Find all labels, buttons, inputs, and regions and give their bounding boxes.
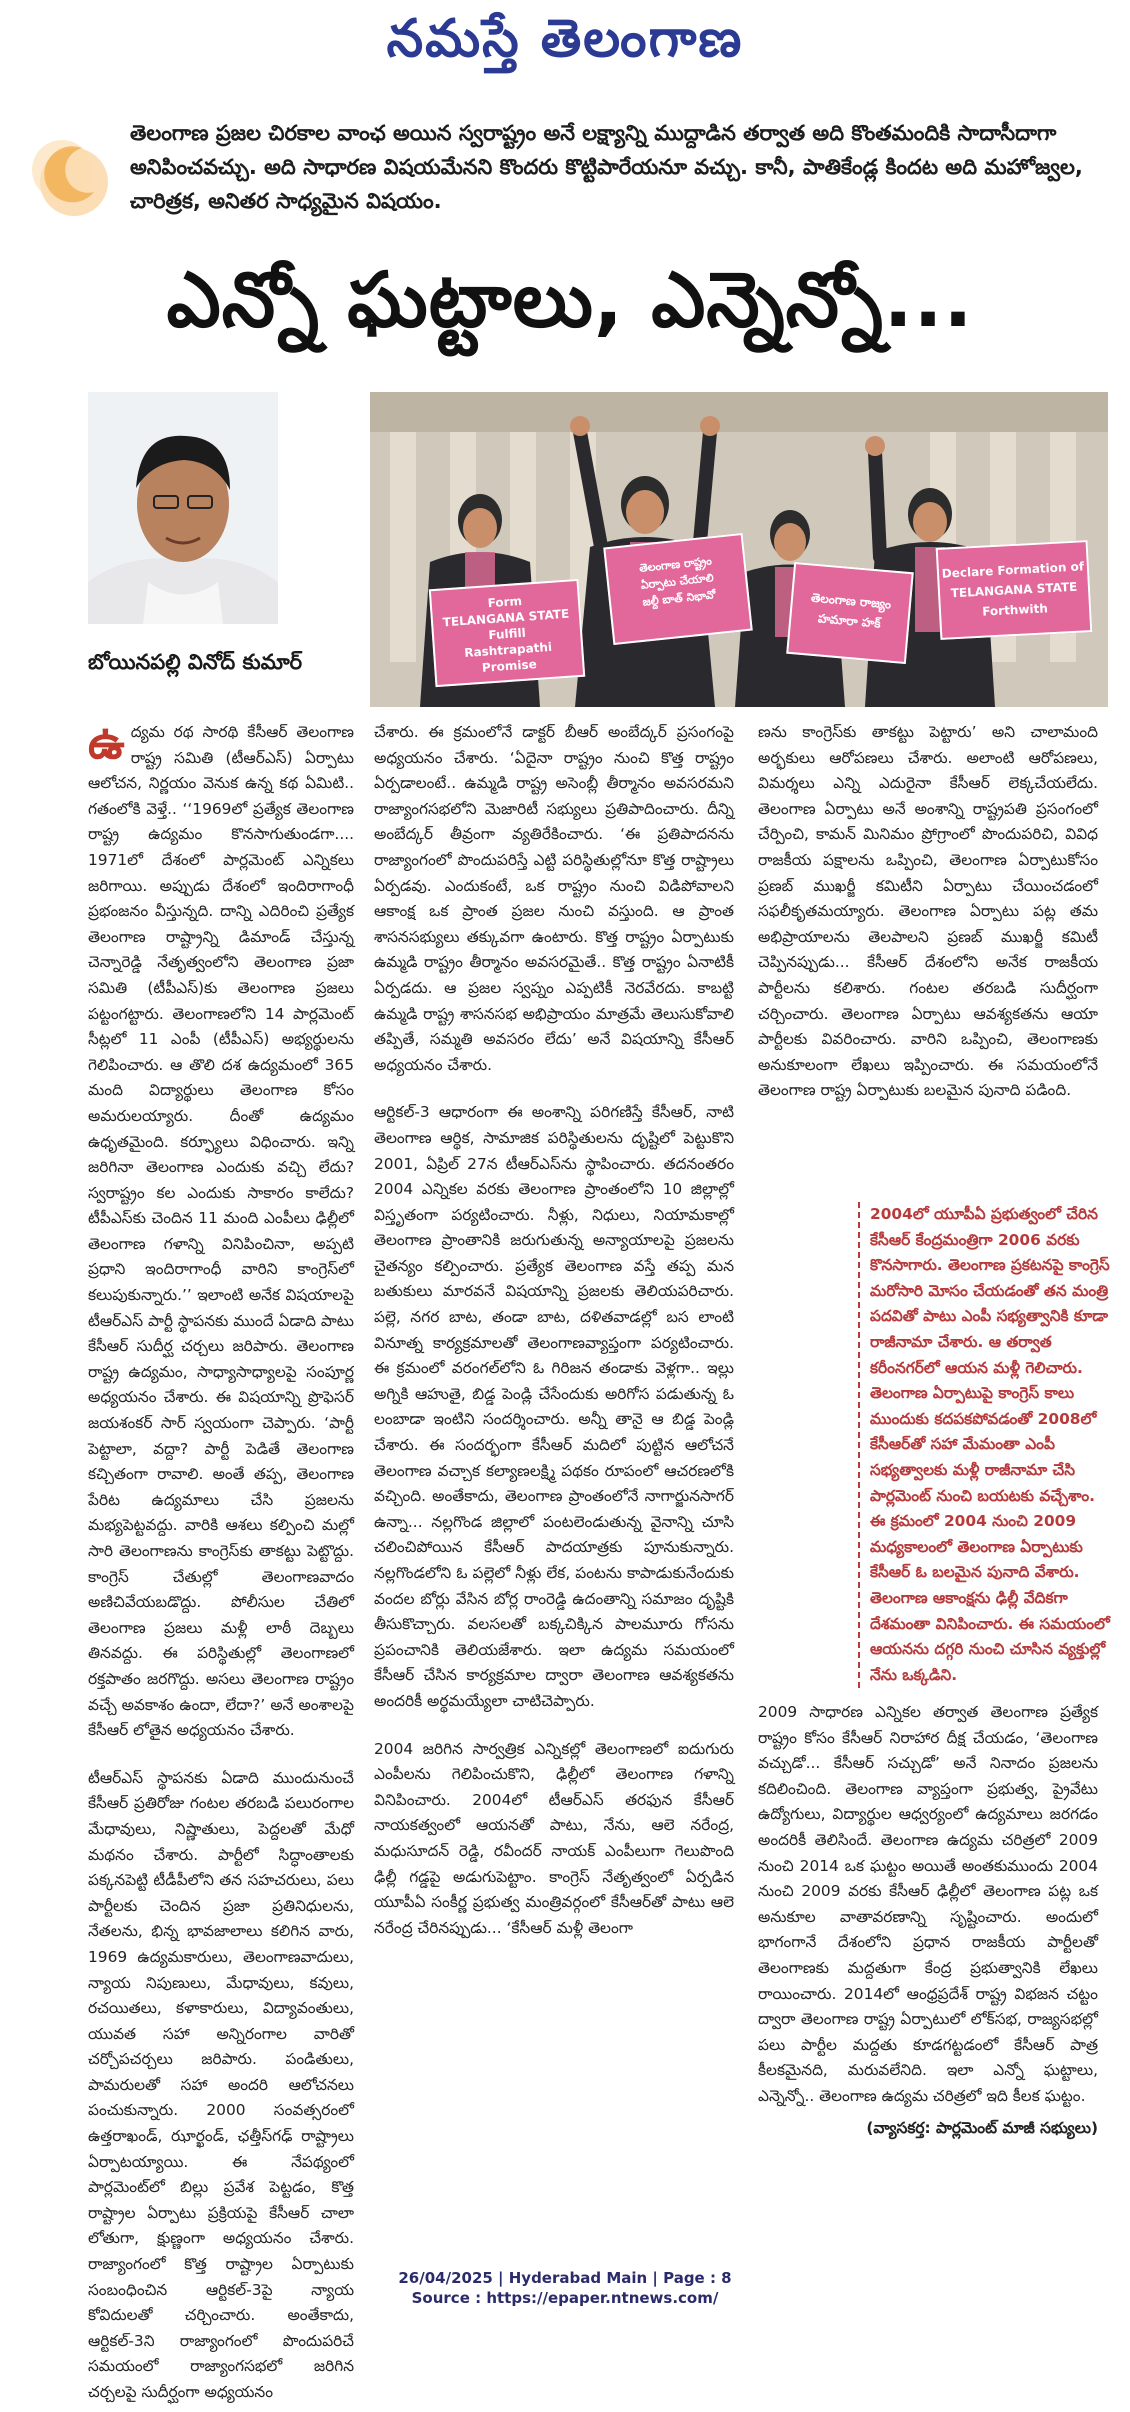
article-paragraph: చేశారు. ఈ క్రమంలోనే డాక్టర్ బీఆర్ అంబేద్కర్ ప్రసంగంపై అధ్యయనం చేశారు. ‘ఏదైనా రాష్ట్రం నుంచి కొత్త రాష్ట్రం ఏర్పడాలంటే.. ఉమ్మడి రాష్ట్ర అసెంబ్లీ తీర్మానం అవసరమని రాజ్యాంగసభలోని మెజారిటీ సభ్యులు ప్రతిపాదించారు. దీన్ని అంబేద్కర్ తీవ్రంగా వ్యతిరేకించారు. ‘ఈ ప్రతిపాదనను రాజ్యాంగంలో పొందుపరిస్తే ఎట్టి పరిస్థితుల్లోనూ కొత్త రాష్ట్రాలు ఏర్పడవు. ఎందుకంటే, ఒక రాష్ట్రం నుంచి విడిపోవాలని ఆకాంక్ష ఒక ప్రాంత ప్రజల నుంచి వస్తుంది. ఆ ప్రాంత శాసనసభ్యులు తక్కువగా ఉంటారు. కొత్త రాష్ట్రం ఏర్పాటుకు ఉమ్మడి రాష్ట్రం తీర్మానం అవసరమైతే.. కొత్త రాష్ట్రం ఏనాటికీ ఏర్పడదు. ఆ ప్రజల స్వప్నం ఎప్పటికీ నెరవేరదు. కాబట్టి ఉమ్మడి రాష్ట్ర శాసనసభ అభిప్రాయం మాత్రమే తెలుసుకోవాలి తప్పితే, సమ్మతి అవసరం లేదు’ అనే విషయాన్ని కేసీఆర్ అధ్యయనం చేశారు. [374, 723, 734, 1074]
placard-4: Declare Formation of TELANGANA STATE Forthwith [936, 540, 1093, 640]
article-paragraph: ఆర్టికల్-3 ఆధారంగా ఈ అంశాన్ని పరిగణిస్తే కేసీఆర్, నాటి తెలంగాణ ఆర్థిక, సామాజిక పరిస్థితులను దృష్టిలో పెట్టుకొని 2001, ఏప్రిల్ 27న టీఆర్ఎస్‌ను స్థాపించారు. తదనంతరం 2004 ఎన్నికల వరకు తెలంగాణ ప్రాంతంలోని 10 జిల్లాల్లో విస్తృతంగా పర్యటించారు. నీళ్లు, నిధులు, నియామకాల్లో తెలంగాణ ప్రాంతానికి జరుగుతున్న అన్యాయాలపై ప్రజలను చైతన్యం కల్పించారు. ప్రత్యేక తెలంగాణ వస్తే తప్ప మన బతుకులు మారవనే విషయాన్ని ప్రజలకు తెలియపరిచారు. పల్లె, నగర బాట, తండా బాట, దళితవాడల్లో బస లాంటి వినూత్న కార్యక్రమాలతో తెలంగాణవ్యాప్తంగా పర్యటించారు. ఈ క్రమంలో వరంగల్‌లోని ఓ గిరిజన తండాకు వెళ్లగా.. ఇల్లు అగ్నికి ఆహుతై, బిడ్డ పెండ్లి చేసేందుకు అరిగోస పడుతున్న ఓ లంబాడా ఇంటిని సందర్శించారు. అన్నీ తానై ఆ బిడ్డ పెండ్లి చేశారు. ఈ సందర్భంగా కేసీఆర్ మదిలో పుట్టిన ఆలోచనే తెలంగాణ వచ్చాక కల్యాణలక్ష్మి పథకం రూపంలో ఆచరణలోకి వచ్చింది. అంతేకాదు, తెలంగాణ ప్రాంతంలోనే నాగార్జునసాగర్ ఉన్నా... నల్లగొండ జిల్లాలో పంటలెండుతున్న వైనాన్ని చూసి చలించిపోయిన కేసీఆర్ పాదయాత్రకు పూనుకున్నారు. నల్లగొండలోని ఓ పల్లెలో నీళ్లు లేక, పంటను కాపాడుకునేందుకు వందల బోర్లు వేసిన బోర్ల రాంరెడ్డి ఉదంతాన్ని సమాజం దృష్టికి తీసుకొచ్చారు. వలసలతో బక్కచిక్కిన పాలమూరు గోసను ప్రపంచానికి తెలియజేశారు. ఇలా ఉద్యమ సమయంలో కేసీఆర్ చేసిన కార్యక్రమాల ద్వారా తెలంగాణ ఆవశ్యకతను అందరికీ అర్థమయ్యేలా చాటిచెప్పారు. [374, 1103, 734, 1710]
headline: ఎన్నో ఘట్టాలు, ఎన్నెన్నో... [166, 255, 974, 344]
author-name: బోయినపల్లి వినోద్ కుమార్ [88, 650, 303, 674]
article-column-1 [88, 715, 354, 2412]
source-link[interactable]: Source : https://epaper.ntnews.com/ [411, 2289, 719, 2307]
article-column-3 [758, 720, 1098, 1110]
edition-info: 26/04/2025 | Hyderabad Main | Page : 8 [398, 2269, 732, 2287]
dropcap: ఉ [88, 715, 125, 769]
placard-2: తెలంగాణ రాష్ట్రం ఏర్పాటు చేయాలి జల్దీ బాత్ నిభావో [603, 533, 752, 645]
placard-3: తెలంగాణ రాజ్యం హమారా హక్ [786, 562, 914, 664]
masthead [0, 0, 1130, 78]
article-paragraph: 2004 జరిగిన సార్వత్రిక ఎన్నికల్లో తెలంగాణలో ఐదుగురు ఎంపీలను గెలిపించుకొని, ఢిల్లీలో తెలంగాణ గళాన్ని వినిపించారు. 2004లో టీఆర్ఎస్ తరఫున కేసీఆర్ నాయకత్వంలో ఆయనతో పాటు, నేను, ఆలె నరేంద్ర, మధుసూదన్ రెడ్డి, రవీందర్ నాయక్ ఎంపీలుగా గెలుపొంది ఢిల్లీ గడ్డపై అడుగుపెట్టాం. కాంగ్రెస్ నేతృత్వంలో ఏర్పడిన యూపీఏ సంకీర్ణ ప్రభుత్వ మంత్రివర్గంలో కేసీఆర్‌తో పాటు ఆలె నరేంద్ర చేరినప్పుడు... ‘కేసీఆర్ మళ్లీ తెలంగా [374, 1739, 734, 1937]
author-photo [88, 392, 278, 624]
page-footer [0, 2268, 1130, 2308]
protest-photo [370, 392, 1108, 707]
article-paragraph: టీఆర్ఎస్ స్థాపనకు ఏడాది ముందునుంచే కేసీఆర్ ప్రతిరోజు గంటల తరబడి పలురంగాల మేధావులు, నిష్ణాతులు, పెద్దలతో మేధో మథనం చేశారు. పార్టీలో సిద్ధాంతాలకు పక్కనపెట్టి టీడీపీలోని తన సహచరులు, పలు పార్టీలకు చెందిన ప్రజా ప్రతినిధులను, నేతలను, భిన్న భావజాలాలు కలిగిన వారు, 1969 ఉద్యమకారులు, తెలంగాణవాదులు, న్యాయ నిపుణులు, మేధావులు, కవులు, రచయితలు, కళాకారులు, విద్యావంతులు, యువత సహా అన్నిరంగాల వారితో చర్చోపచర్చలు జరిపారు. పండితులు, పామరులతో సహా అందరి ఆలోచనలు పంచుకున్నారు. 2000 సంవత్సరంలో ఉత్తరాఖండ్, ఝార్ఖండ్, ఛత్తీస్‌గఢ్ రాష్ట్రాలు ఏర్పాటయ్యాయి. ఈ నేపథ్యంలో పార్లమెంట్‌లో బిల్లు ప్రవేశ పెట్టడం, కొత్త రాష్ట్రాల ఏర్పాటు ప్రక్రియపై కేసీఆర్ చాలా లోతుగా, క్షుణ్ణంగా అధ్యయనం చేశారు. రాజ్యాంగంలో కొత్త రాష్ట్రాల ఏర్పాటుకు సంబంధించిన ఆర్టికల్-3పై న్యాయ కోవిదులతో చర్చించారు. అంతేకాదు, ఆర్టికల్-3ని రాజ్యాంగంలో పొందుపరిచే సమయంలో రాజ్యాంగసభలో జరిగిన చర్చలపై సుదీర్ఘంగా అధ్యయనం [88, 1768, 354, 2401]
pull-quote: 2004లో యూపీఏ ప్రభుత్వంలో చేరిన కేసీఆర్ కేంద్రమంత్రిగా 2006 వరకు కొనసాగారు. తెలంగాణ ప్రకటనపై కాంగ్రెస్ మరోసారి మోసం చేయడంతో తన మంత్రి పదవితో పాటు ఎంపీ సభ్యత్వానికి కూడా రాజీనామా చేశారు. ఆ తర్వాత కరీంనగర్‌లో ఆయన మళ్లీ గెలిచారు. తెలంగాణ ఏర్పాటుపై కాంగ్రెస్ కాలు ముందుకు కదపకపోవడంతో 2008లో కేసీఆర్‌తో సహా మేమంతా ఎంపీ సభ్యత్వాలకు మళ్లీ రాజీనామా చేసి పార్లమెంట్ నుంచి బయటకు వచ్చేశాం. ఈ క్రమంలో 2004 నుంచి 2009 మధ్యకాలంలో తెలంగాణ ఏర్పాటుకు కేసీఆర్ ఓ బలమైన పునాది వేశారు. తెలంగాణ ఆకాంక్షను ఢిల్లీ వేదికగా దేశమంతా వినిపించారు. ఈ సమయంలో ఆయనను దగ్గరి నుంచి చూసిన వ్యక్తుల్లో నేను ఒక్కడిని. [858, 1202, 1115, 1688]
placard-1: Form TELANGANA STATE Fulfill Rashtrapathi Promise [429, 579, 585, 687]
article-paragraph: ఉద్యమ రథ సారథి కేసీఆర్ తెలంగాణ రాష్ట్ర సమితి (టీఆర్ఎస్) ఏర్పాటు ఆలోచన, నిర్ణయం వెనుక ఉన్న కథ ఏమిటి.. గతంలోకి వెళ్తే.. ‘‘1969లో ప్రత్యేక తెలంగాణ రాష్ట్ర ఉద్యమం కొనసాగుతుండగా.... 1971లో దేశంలో పార్లమెంట్ ఎన్నికలు జరిగాయి. అప్పుడు దేశంలో ఇందిరాగాంధీ ప్రభంజనం వీస్తున్నది. దాన్ని ఎదిరించి ప్రత్యేక తెలంగాణ రాష్ట్రాన్ని డిమాండ్ చేస్తున్న చెన్నారెడ్డి నేతృత్వంలోని తెలంగాణ ప్రజా సమితి (టీపీఎస్)కు తెలంగాణ ప్రజలు పట్టంగట్టారు. తెలంగాణలోని 14 పార్లమెంట్ సీట్లలో 11 ఎంపీ (టీపీఎస్) అభ్యర్థులను గెలిపించారు. ఆ తొలి దశ ఉద్యమంలో 365 మంది విద్యార్థులు తెలంగాణ కోసం అమరులయ్యారు. దీంతో ఉద్యమం ఉధృతమైంది. కర్ఫ్యూలు విధించారు. ఇన్ని జరిగినా తెలంగాణ ఎందుకు వచ్చి లేదు? స్వరాష్ట్రం కల ఎందుకు సాకారం కాలేదు? టీపీఎస్‌కు చెందిన 11 మంది ఎంపీలు ఢిల్లీలో తెలంగాణ గళాన్ని వినిపించినా, అప్పటి ప్రధాని ఇందిరాగాంధీ వారిని కాంగ్రెస్‌లో కలుపుకున్నారు.’’ ఇలాంటి అనేక విషయాలపై టీఆర్ఎస్ పార్టీ స్థాపనకు ముందే ఏడాది పాటు కేసీఆర్ సుదీర్ఘ చర్చలు జరిపారు. తెలంగాణ రాష్ట్ర ఉద్యమం, సాధ్యాసాధ్యాలపై సంపూర్ణ అధ్యయనం చేశారు. ఈ విషయాన్ని ప్రొఫెసర్ జయశంకర్ సార్ స్వయంగా చెప్పారు. ‘పార్టీ పెట్టాలా, వద్దా? పార్టీ పెడితే తెలంగాణ కచ్చితంగా రావాలి. అంతే తప్ప, తెలంగాణ పేరిట ఉద్యమాలు చేసి ప్రజలను మభ్యపెట్టవద్దు. వారికి ఆశలు కల్పించి మల్లో సారి తెలంగాణను కాంగ్రెస్‌కు తాకట్టు పెట్టొద్దు. కాంగ్రెస్ చేతుల్లో తెలంగాణవాదం అణిచివేయబడొద్దు. పోలీసుల చేతిలో తెలంగాణ ప్రజలు మళ్లీ లాఠీ దెబ్బలు తినవద్దు. ఈ పరిస్థితుల్లో తెలంగాణలో రక్తపాతం జరగొద్దు. అసలు తెలంగాణ రాష్ట్రం వచ్చే అవకాశం ఉందా, లేదా?’ అనే అంశాలపై కేసీఆర్ లోతైన అధ్యయనం చేశారు. [88, 715, 354, 1740]
article-column-3-continued [758, 1700, 1098, 2147]
article-paragraph: ణను కాంగ్రెస్‌కు తాకట్టు పెట్టారు’ అని చాలామంది అర్భకులు ఆరోపణలు చేశారు. అలాంటి ఆరోపణలు, విమర్శలు ఎన్ని ఎదురైనా కేసీఆర్ లెక్కచేయలేదు. తెలంగాణ ఏర్పాటు అనే అంశాన్ని రాష్ట్రపతి ప్రసంగంలో చేర్పించి, కామన్ మినిమం ప్రోగ్రాంలో పొందుపరిచి, వివిధ రాజకీయ పక్షాలను ఒప్పించి, తెలంగాణ ఏర్పాటుకోసం ప్రణబ్ ముఖర్జీ కమిటీని ఏర్పాటు చేయించడంలో సఫలీకృతమయ్యారు. తెలంగాణ ఏర్పాటు పట్ల తమ అభిప్రాయాలను తెలపాలని ప్రణబ్ ముఖర్జీ కమిటీ చెప్పినప్పుడు... కేసీఆర్ దేశంలోని అనేక రాజకీయ పార్టీలను కలిశారు. గంటల తరబడి సుదీర్ఘంగా చర్చించారు. తెలంగాణ ఏర్పాటు ఆవశ్యకతను ఆయా పార్టీలకు వివరించారు. వారిని ఒప్పించి, తెలంగాణకు అనుకూలంగా లేఖలు ఇప్పించారు. ఈ సమయంలోనే తెలంగాణ రాష్ట్ర ఏర్పాటుకు బలమైన పునాది పడింది. [758, 723, 1098, 1100]
article-column-2 [374, 720, 734, 1947]
article-paragraph: 2009 సాధారణ ఎన్నికల తర్వాత తెలంగాణ ప్రత్యేక రాష్ట్రం కోసం కేసీఆర్ నిరాహార దీక్ష చేయడం, ‘తెలంగాణ వచ్చుడో... కేసీఆర్ సచ్చుడో’ అనే నినాదం ప్రజలను కదిలించింది. తెలంగాణ వ్యాప్తంగా ప్రభుత్వ, ప్రైవేటు ఉద్యోగులు, విద్యార్థుల ఆధ్వర్యంలో ఉద్యమాలు జరగడం అందరికీ తెలిసిందే. తెలంగాణ ఉద్యమ చరిత్రలో 2009 నుంచి 2014 ఒక ఘట్టం అయితే అంతకుముందు 2004 నుంచి 2009 వరకు కేసీఆర్ ఢిల్లీలో తెలంగాణ పట్ల ఒక అనుకూల వాతావరణాన్ని సృష్టించారు. అందులో భాగంగానే దేశంలోని ప్రధాన రాజకీయ పార్టీలతో తెలంగాణకు మద్దతుగా కేంద్ర ప్రభుత్వానికి లేఖలు రాయించారు. 2014లో ఆంధ్రప్రదేశ్ రాష్ట్ర విభజన చట్టం ద్వారా తెలంగాణ రాష్ట్ర ఏర్పాటులో లోక్‌సభ, రాజ్యసభల్లో పలు పార్టీల మద్దతు కూడగట్టడంలో కేసీఆర్ పాత్ర కీలకమైనది, మరువలేనిది. ఇలా ఎన్నో ఘట్టాలు, ఎన్నెన్నో.. తెలంగాణ ఉద్యమ చరిత్రలో ఇది కీలక ఘట్టం. [758, 1703, 1098, 2105]
intro-paragraph: తెలంగాణ ప్రజల చిరకాల వాంఛ అయిన స్వరాష్ట్రం అనే లక్ష్యాన్ని ముద్దాడిన తర్వాత అది కొంతమందికి సాదాసీదాగా అనిపించవచ్చు. అది సాధారణ విషయమేనని కొందరు కొట్టిపారేయనూ వచ్చు. కానీ, పాతికేండ్ల కిందట అది మహోజ్వల, చారిత్రక, అనితర సాధ్యమైన విషయం. [130, 121, 1083, 213]
newspaper-title: నమస్తే తెలంగాణ [386, 8, 744, 69]
author-credit: (వ్యాసకర్త: పార్లమెంట్ మాజీ సభ్యులు) [866, 2118, 1098, 2137]
intro-ornament-icon [22, 130, 114, 222]
